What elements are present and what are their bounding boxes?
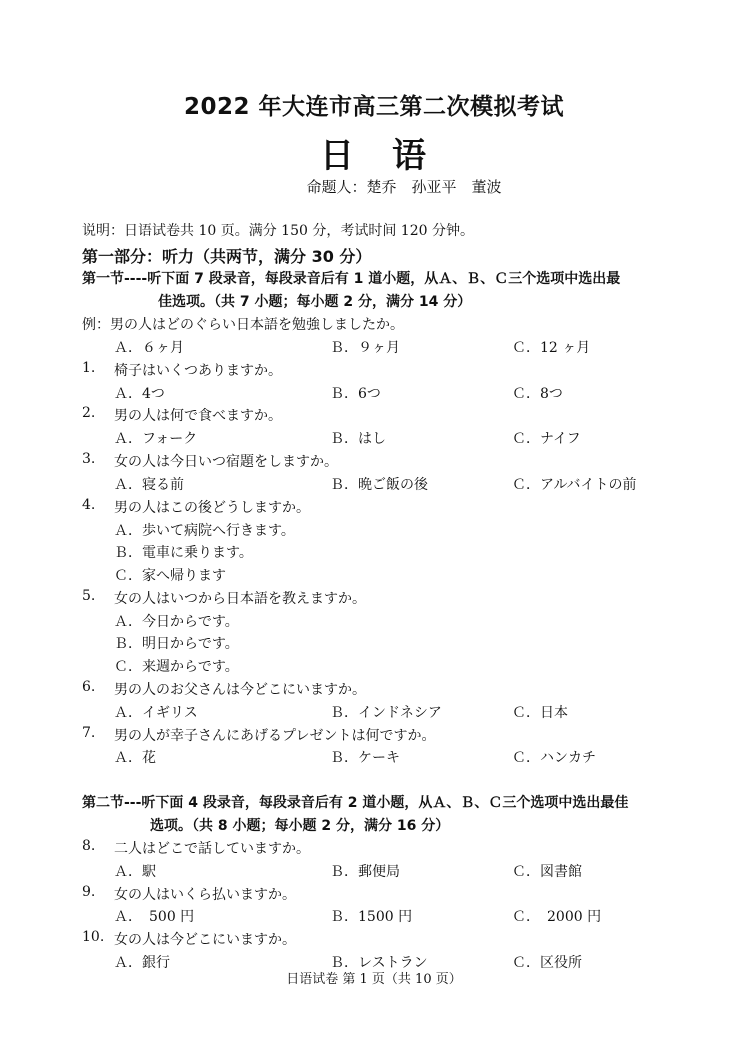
section2-heading-line1: 第二节---听下面 4 段录音，每段录音后有 2 道小题，从Ａ、Ｂ、Ｃ三个选项中选出最佳 — [82, 795, 629, 811]
option-a: Ａ． 500 円 — [114, 909, 195, 925]
subject-title: 日 语 — [320, 136, 428, 176]
option-a: Ａ．今日からです。 — [114, 614, 239, 630]
question-number: 1. — [82, 360, 96, 376]
option-c: Ｃ．日本 — [512, 705, 568, 721]
question-text: 男の人のお父さんは今どこにいますか。 — [114, 682, 366, 698]
option-c: Ｃ．アルバイトの前 — [512, 477, 637, 493]
question-number: 5. — [82, 588, 96, 604]
option-b: Ｂ．晩ご飯の後 — [330, 477, 428, 493]
example-question: 例：男の人はどのぐらい日本語を勉強しましたか。 — [82, 317, 404, 333]
option-c: Ｃ．8つ — [512, 386, 563, 402]
section1-heading-line2: 佳选项。（共 7 小题；每小题 2 分，满分 14 分） — [158, 294, 472, 310]
option-b: Ｂ．明日からです。 — [114, 636, 239, 652]
question-number: 4. — [82, 497, 96, 513]
option-c: Ｃ．ハンカチ — [512, 750, 596, 766]
question-number: 7. — [82, 725, 96, 741]
authors-line: 命题人：楚乔 孙亚平 董波 — [306, 178, 502, 196]
question-number: 6. — [82, 679, 96, 695]
question-text: 女の人はいくら払いますか。 — [114, 887, 296, 903]
option-b: Ｂ．インドネシア — [330, 705, 442, 721]
option-a: Ａ．寝る前 — [114, 477, 184, 493]
question-number: 2. — [82, 405, 96, 421]
question-number: 8. — [82, 838, 96, 854]
option-a: Ａ．駅 — [114, 864, 156, 880]
section1-heading-line1: 第一节----听下面 7 段录音，每段录音后有 1 道小题，从Ａ、Ｂ、Ｃ三个选项中选出最 — [82, 271, 621, 287]
question-text: 男の人はこの後どうしますか。 — [114, 500, 310, 516]
option-c: Ｃ． 2000 円 — [512, 909, 602, 925]
question-text: 女の人は今日いつ宿題をしますか。 — [114, 454, 338, 470]
option-a: Ａ．銀行 — [114, 955, 170, 971]
example-option-a: Ａ．６ヶ月 — [114, 340, 184, 356]
example-option-b: Ｂ．９ヶ月 — [330, 340, 400, 356]
exam-title: 2022 年大连市高三第二次模拟考试 — [183, 94, 565, 120]
option-b: Ｂ．6つ — [330, 386, 381, 402]
option-a: Ａ．イギリス — [114, 705, 198, 721]
option-b: Ｂ．レストラン — [330, 955, 428, 971]
question-text: 男の人は何で食べますか。 — [114, 408, 282, 424]
question-text: 男の人が幸子さんにあげるプレゼントは何ですか。 — [114, 728, 436, 744]
option-c: Ｃ．ナイフ — [512, 431, 581, 447]
question-number: 3. — [82, 451, 96, 467]
option-b: Ｂ．1500 円 — [330, 909, 413, 925]
question-number: 9. — [82, 884, 96, 900]
option-c: Ｃ．区役所 — [512, 955, 582, 971]
option-a: Ａ．4つ — [114, 386, 165, 402]
option-a: Ａ．歩いて病院へ行きます。 — [114, 523, 295, 539]
option-b: Ｂ．ケーキ — [330, 750, 400, 766]
question-number: 10. — [82, 929, 105, 945]
question-text: 女の人は今どこにいますか。 — [114, 932, 296, 948]
option-a: Ａ．フォーク — [114, 431, 198, 447]
example-option-c: Ｃ．12 ヶ月 — [512, 340, 591, 356]
section2-heading-line2: 选项。（共 8 小题；每小题 2 分，满分 16 分） — [150, 818, 450, 834]
option-c: Ｃ．家へ帰ります — [114, 568, 226, 584]
option-c: Ｃ．来週からです。 — [114, 659, 239, 675]
option-b: Ｂ．はし — [330, 431, 386, 447]
question-text: 二人はどこで話していますか。 — [114, 841, 310, 857]
part1-heading: 第一部分：听力（共两节，满分 30 分） — [82, 247, 372, 266]
question-text: 椅子はいくつありますか。 — [114, 363, 282, 379]
option-b: Ｂ．郵便局 — [330, 864, 400, 880]
option-b: Ｂ．電車に乗ります。 — [114, 545, 253, 561]
option-a: Ａ．花 — [114, 750, 156, 766]
instructions: 说明：日语试卷共 10 页。满分 150 分，考试时间 120 分钟。 — [82, 223, 474, 239]
question-text: 女の人はいつから日本語を教えますか。 — [114, 591, 366, 607]
option-c: Ｃ．図書館 — [512, 864, 582, 880]
page-footer: 日语试卷 第 1 页（共 10 页） — [286, 972, 462, 987]
